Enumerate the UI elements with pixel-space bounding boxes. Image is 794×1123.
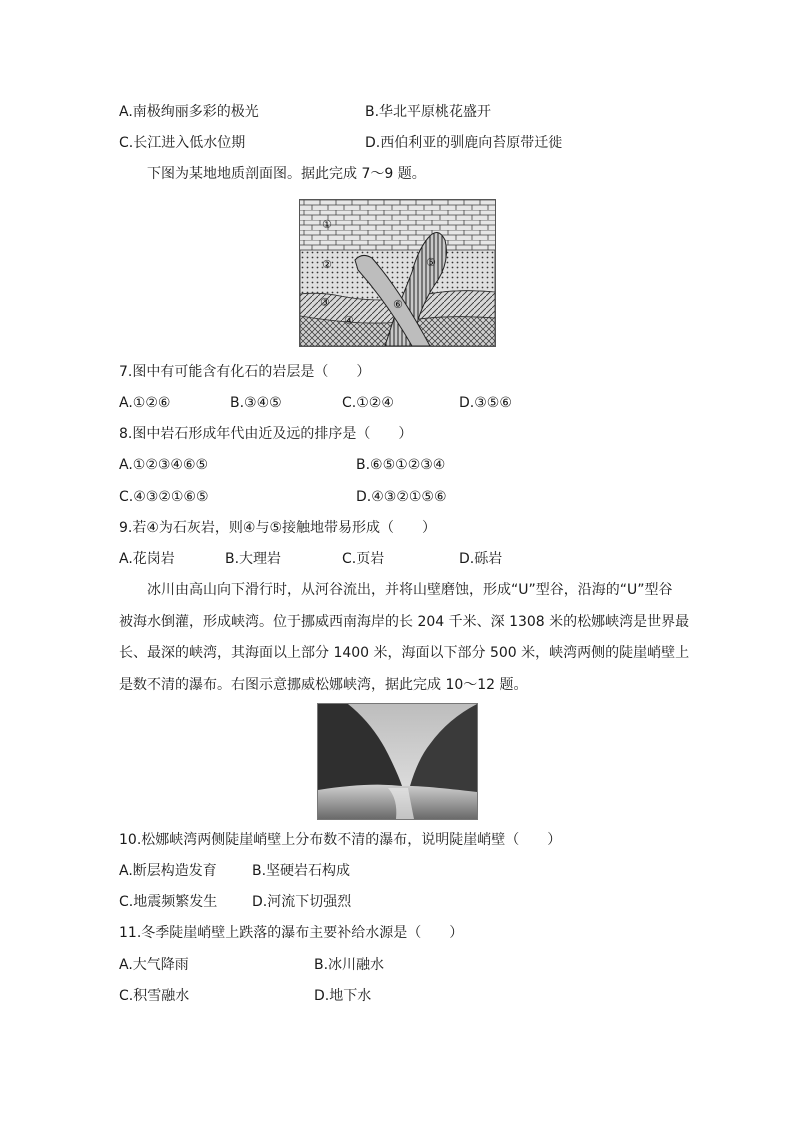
q11-option-c: C.积雪融水 [119, 988, 190, 1004]
q8-option-d: D.④③②①⑤⑥ [356, 489, 447, 505]
q9-stem: 9.若④为石灰岩，则④与⑤接触地带易形成（ ） [119, 520, 437, 536]
q10-option-b: B.坚硬岩石构成 [252, 863, 351, 879]
label-4: ④ [344, 314, 354, 327]
q8-stem: 8.图中岩石形成年代由近及远的排序是（ ） [119, 426, 413, 442]
q7-option-d: D.③⑤⑥ [459, 395, 512, 411]
q11-option-d: D.地下水 [314, 988, 372, 1004]
q9-option-d: D.砾岩 [459, 551, 503, 567]
geologic-section-figure [299, 199, 496, 347]
q6-option-c: C.长江进入低水位期 [119, 135, 246, 151]
q9-option-c: C.页岩 [342, 551, 385, 567]
q11-stem: 11.冬季陡崖峭壁上跌落的瀑布主要补给水源是（ ） [119, 925, 464, 941]
q8-option-b: B.⑥⑤①②③④ [356, 457, 446, 473]
q7-option-c: C.①②④ [342, 395, 394, 411]
q8-option-a: A.①②③④⑥⑤ [119, 457, 209, 473]
q7-option-b: B.③④⑤ [230, 395, 282, 411]
label-5: ⑤ [426, 256, 436, 269]
intro-7-9: 下图为某地地质剖面图。据此完成 7～9 题。 [147, 166, 426, 182]
passage-line-3: 长、最深的峡湾，其海面以上部分 1400 米，海面以下部分 500 米，峡湾两侧的陡崖峭壁上 [119, 645, 690, 661]
q11-option-b: B.冰川融水 [314, 957, 385, 973]
fjord-photo [317, 703, 478, 820]
q8-option-c: C.④③②①⑥⑤ [119, 489, 209, 505]
q6-option-a: A.南极绚丽多彩的极光 [119, 104, 259, 120]
q6-option-b: B.华北平原桃花盛开 [365, 104, 492, 120]
passage-line-1: 冰川由高山向下滑行时，从河谷流出，并将山壁磨蚀，形成“U”型谷，沿海的“U”型谷 [147, 582, 673, 598]
passage-line-4: 是数不清的瀑布。右图示意挪威松娜峡湾，据此完成 10～12 题。 [119, 677, 528, 693]
q9-option-b: B.大理岩 [225, 551, 282, 567]
q10-option-a: A.断层构造发育 [119, 863, 217, 879]
fjord-photo-svg [318, 704, 477, 819]
q6-option-d: D.西伯利亚的驯鹿向苔原带迁徙 [365, 135, 563, 151]
q7-option-a: A.①②⑥ [119, 395, 171, 411]
q9-option-a: A.花岗岩 [119, 551, 175, 567]
q10-option-c: C.地震频繁发生 [119, 894, 218, 910]
label-6: ⑥ [393, 298, 403, 311]
label-3: ③ [320, 296, 330, 309]
label-2: ② [322, 258, 332, 271]
label-1: ① [322, 218, 332, 231]
q11-option-a: A.大气降雨 [119, 957, 189, 973]
q7-stem: 7.图中有可能含有化石的岩层是（ ） [119, 364, 371, 380]
q10-option-d: D.河流下切强烈 [252, 894, 352, 910]
geologic-section-svg [300, 200, 495, 346]
q10-stem: 10.松娜峡湾两侧陡崖峭壁上分布数不清的瀑布，说明陡崖峭壁（ ） [119, 832, 562, 848]
passage-line-2: 被海水倒灌，形成峡湾。位于挪威西南海岸的长 204 千米、深 1308 米的松娜峡湾是世界最 [119, 614, 690, 630]
